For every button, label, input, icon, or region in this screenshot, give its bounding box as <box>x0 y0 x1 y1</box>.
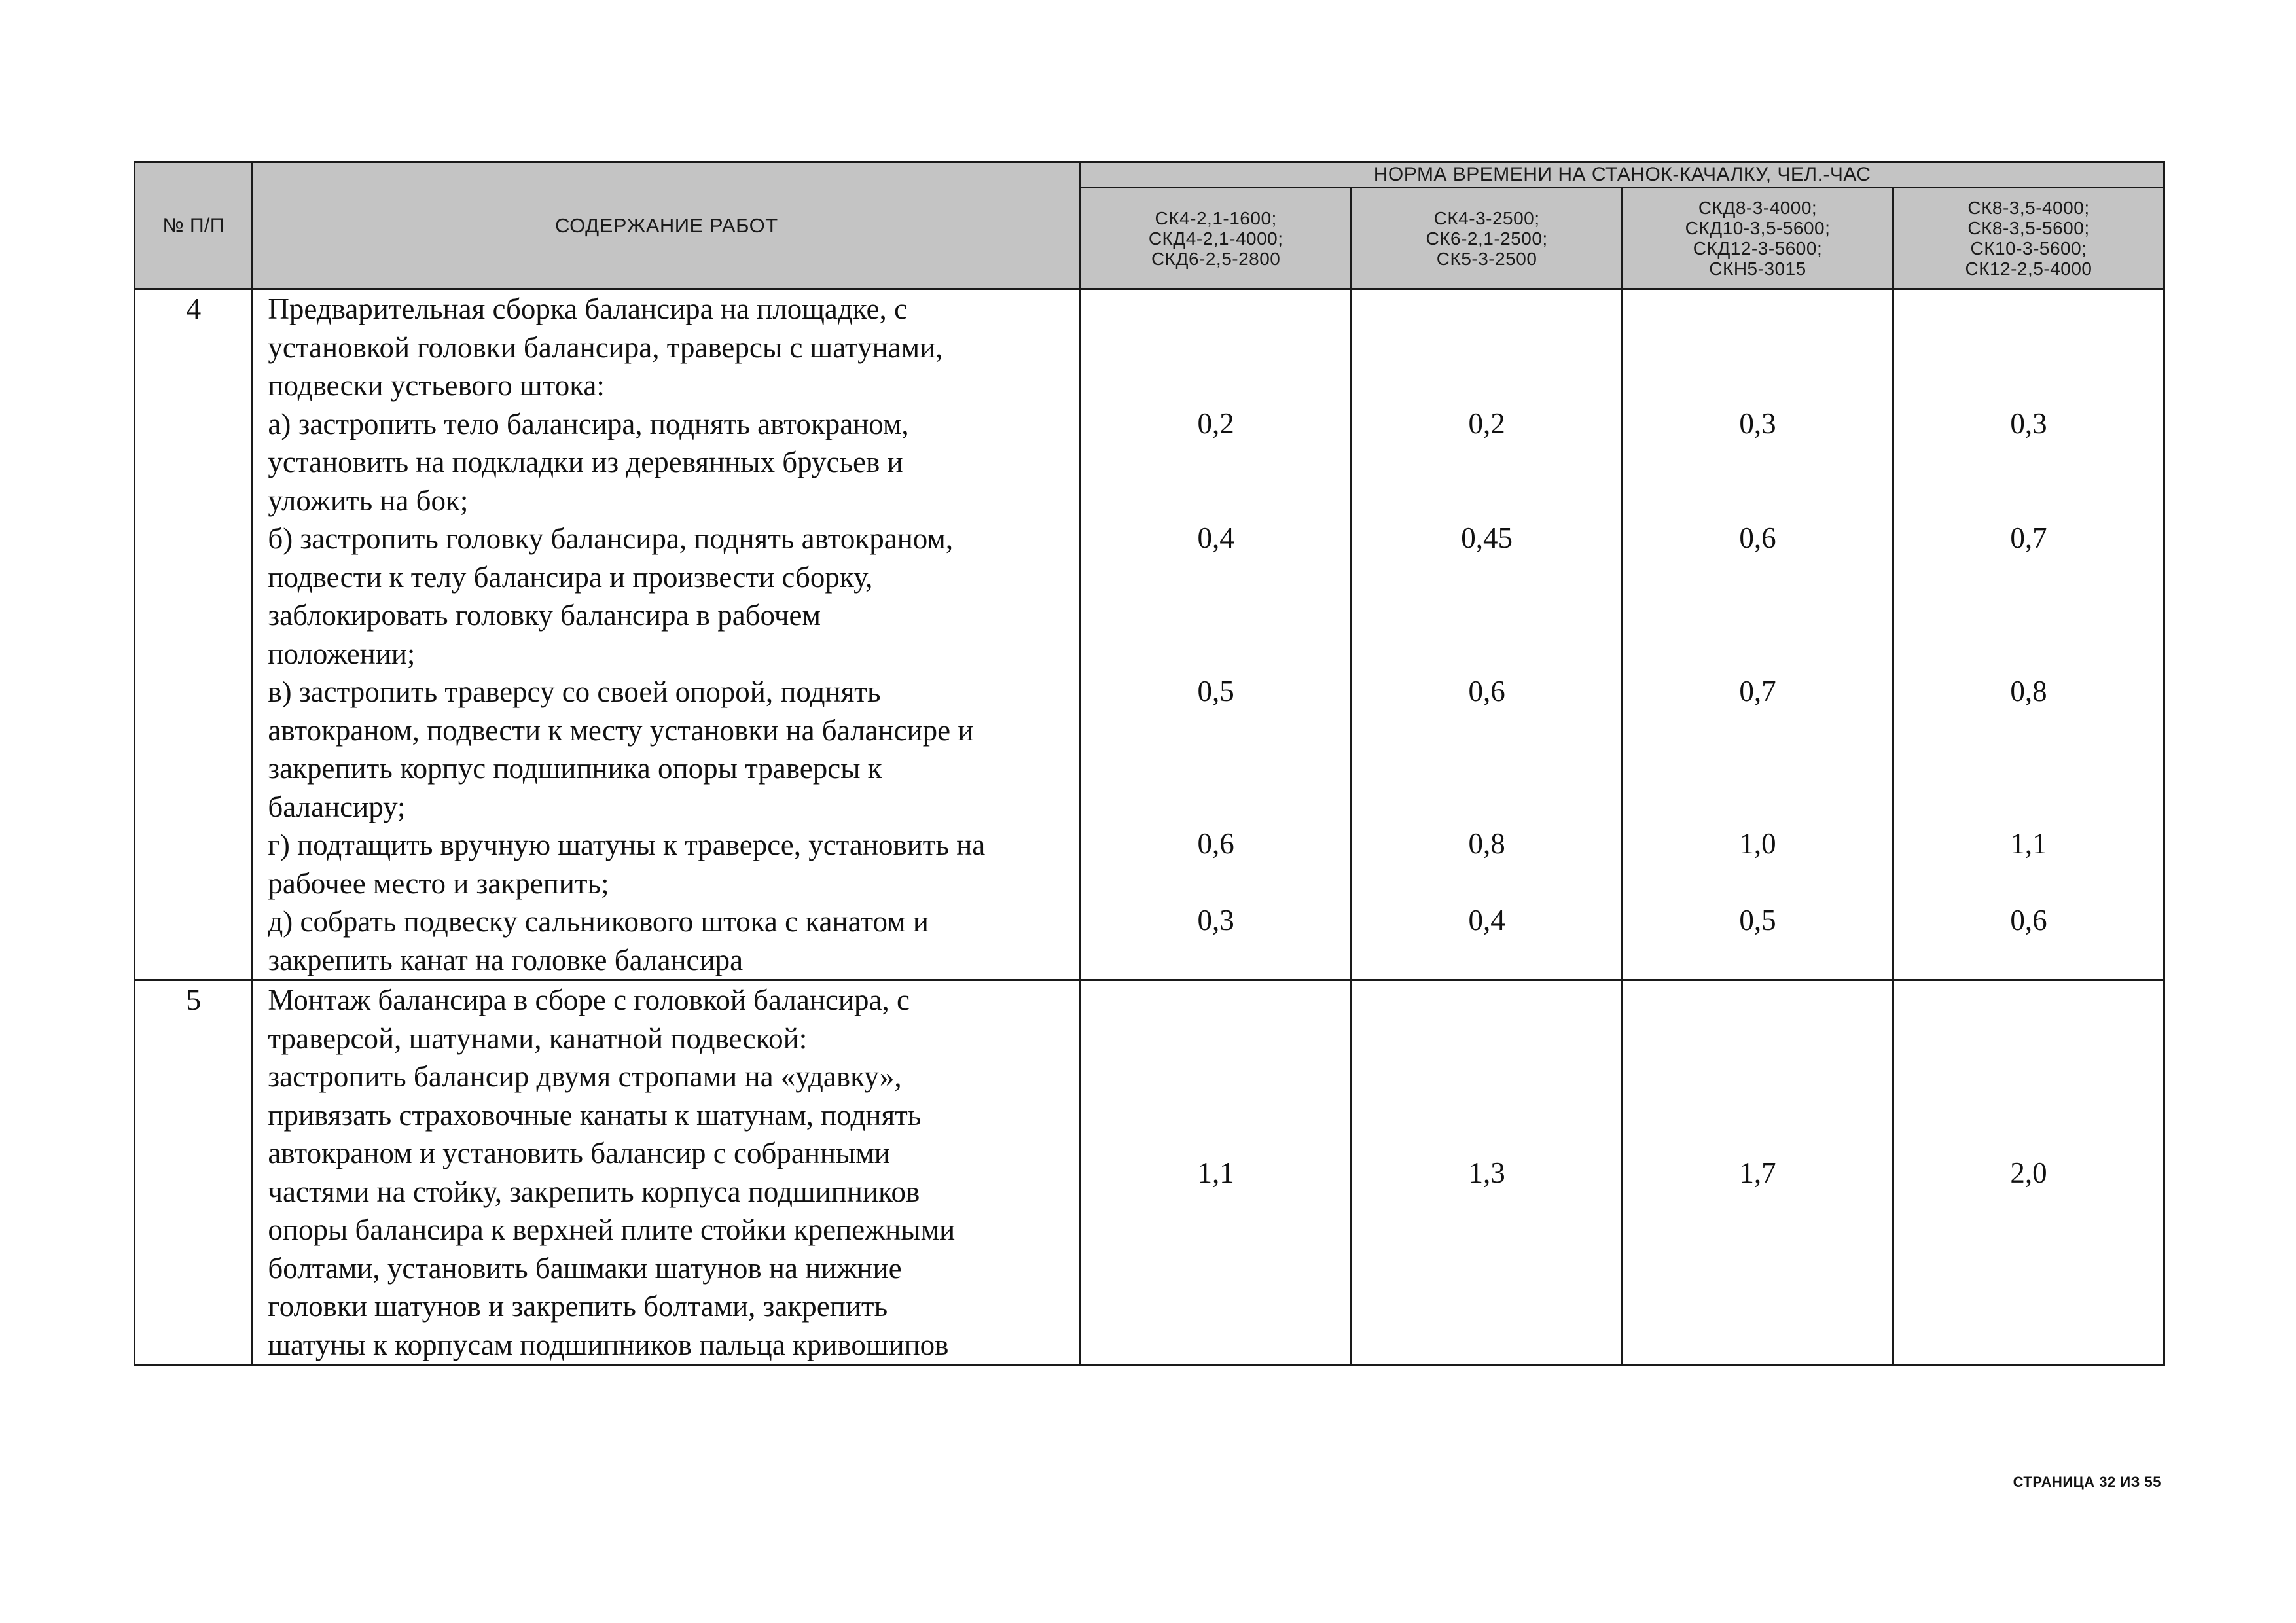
norm-value: 0,4 <box>1468 904 1505 936</box>
description-line: застропить балансир двумя стропами на «удавку», <box>268 1060 902 1093</box>
header-model-group-3 <box>1623 188 1893 289</box>
norm-value: 0,3 <box>2010 407 2047 440</box>
description-line: подвески устьевого штока: <box>268 369 605 402</box>
norm-value: 0,6 <box>2010 904 2047 936</box>
description-line: подвести к телу балансира и произвести сборку, <box>268 560 873 594</box>
work-norm-table <box>134 161 2165 1366</box>
value-column-1 <box>1081 289 1352 980</box>
row-number: 4 <box>135 289 253 980</box>
norm-value: 0,45 <box>1461 522 1513 554</box>
header-number: № П/П <box>135 162 253 289</box>
description-line: Монтаж балансира в сборе с головкой балансира, с <box>268 984 910 1016</box>
norm-value: 0,7 <box>1739 675 1776 707</box>
work-description <box>253 289 1081 980</box>
description-line: головки шатунов и закрепить болтами, закрепить <box>268 1290 888 1323</box>
model-name: СКД6-2,5-2800 <box>1151 248 1281 269</box>
norm-value: 0,5 <box>1739 904 1776 936</box>
value-column-4 <box>1893 289 2164 980</box>
norm-value: 1,0 <box>1739 827 1776 860</box>
description-line: привязать страховочные канаты к шатунам, поднять <box>268 1098 922 1132</box>
header-time-norm: НОРМА ВРЕМЕНИ НА СТАНОК-КАЧАЛКУ, ЧЕЛ.-ЧАС <box>1081 162 2164 188</box>
norm-value: 1,1 <box>2010 827 2047 860</box>
description-line: балансиру; <box>268 790 406 823</box>
norm-value: 0,4 <box>1197 522 1234 554</box>
row-number: 5 <box>135 980 253 1366</box>
norm-value: 0,8 <box>2010 675 2047 707</box>
norm-value: 0,6 <box>1739 522 1776 554</box>
model-name: СК6-2,1-2500; <box>1426 228 1548 249</box>
header-row-1 <box>135 162 2164 188</box>
page-number: СТРАНИЦА 32 ИЗ 55 <box>2013 1474 2161 1490</box>
description-line: шатуны к корпусам подшипников пальца кривошипов <box>268 1328 949 1361</box>
model-name: СК10-3-5600; <box>1970 238 2087 259</box>
description-line: заблокировать головку балансира в рабочем <box>268 599 821 632</box>
description-line: траверсой, шатунами, канатной подвеской: <box>268 1022 808 1055</box>
model-name: СК4-3-2500; <box>1433 207 1540 228</box>
description-line: в) застропить траверсу со своей опорой, поднять <box>268 675 881 708</box>
norm-value: 2,0 <box>1893 980 2164 1366</box>
model-name: СК5-3-2500 <box>1436 248 1537 269</box>
description-line: установкой головки балансира, траверсы с шатунами, <box>268 330 943 364</box>
model-name: СК8-3,5-4000; <box>1967 198 2090 218</box>
model-name: СК4-2,1-1600; <box>1155 207 1277 228</box>
header-model-group-1 <box>1081 188 1352 289</box>
work-description <box>253 980 1081 1366</box>
model-name: СКД4-2,1-4000; <box>1148 228 1283 249</box>
norm-value: 0,2 <box>1197 407 1234 440</box>
model-name: СКД8-3-4000; <box>1698 198 1818 218</box>
description-line: закрепить корпус подшипника опоры траверсы к <box>268 752 882 785</box>
norm-value: 0,2 <box>1468 407 1505 440</box>
header-work-content: СОДЕРЖАНИЕ РАБОТ <box>253 162 1081 289</box>
model-name: СКД12-3-5600; <box>1693 238 1823 259</box>
description-line: уложить на бок; <box>268 484 469 517</box>
header-model-group-4 <box>1893 188 2164 289</box>
value-column-2 <box>1352 289 1623 980</box>
norm-value: 0,6 <box>1468 675 1505 707</box>
header-model-group-2 <box>1352 188 1623 289</box>
description-line: а) застропить тело балансира, поднять автокраном, <box>268 407 909 440</box>
norm-value: 0,3 <box>1739 407 1776 440</box>
norm-value: 0,5 <box>1197 675 1234 707</box>
table-row <box>135 980 2164 1366</box>
norm-value: 1,1 <box>1081 980 1352 1366</box>
description-line: б) застропить головку балансира, поднять автокраном, <box>268 522 954 555</box>
description-line: установить на подкладки из деревянных брусьев и <box>268 446 903 478</box>
model-name: СКД10-3,5-5600; <box>1685 218 1831 238</box>
value-column-3 <box>1623 289 1893 980</box>
norm-value: 1,7 <box>1623 980 1893 1366</box>
description-line: закрепить канат на головке балансира <box>268 943 744 976</box>
description-line: частями на стойку, закрепить корпуса подшипников <box>268 1175 920 1208</box>
norm-value: 1,3 <box>1352 980 1623 1366</box>
model-name: СКН5-3015 <box>1709 259 1806 279</box>
description-line: положении; <box>268 637 416 670</box>
description-line: опоры балансира к верхней плите стойки крепежными <box>268 1213 956 1246</box>
norm-value: 0,7 <box>2010 522 2047 554</box>
description-line: болтами, установить башмаки шатунов на нижние <box>268 1251 902 1285</box>
description-line: рабочее место и закрепить; <box>268 866 609 900</box>
model-name: СК12-2,5-4000 <box>1965 259 2092 279</box>
model-name: СК8-3,5-5600; <box>1967 218 2090 238</box>
description-line: д) собрать подвеску сальникового штока с канатом и <box>268 905 929 938</box>
description-line: автокраном и установить балансир с собранными <box>268 1137 890 1169</box>
description-line: г) подтащить вручную шатуны к траверсе, установить на <box>268 829 986 861</box>
description-line: автокраном, подвести к месту установки на балансире и <box>268 713 974 747</box>
description-line: Предварительная сборка балансира на площадке, с <box>268 293 907 325</box>
table-row <box>135 289 2164 980</box>
norm-value: 0,8 <box>1468 827 1505 860</box>
norm-value: 0,3 <box>1197 904 1234 936</box>
norm-value: 0,6 <box>1197 827 1234 860</box>
